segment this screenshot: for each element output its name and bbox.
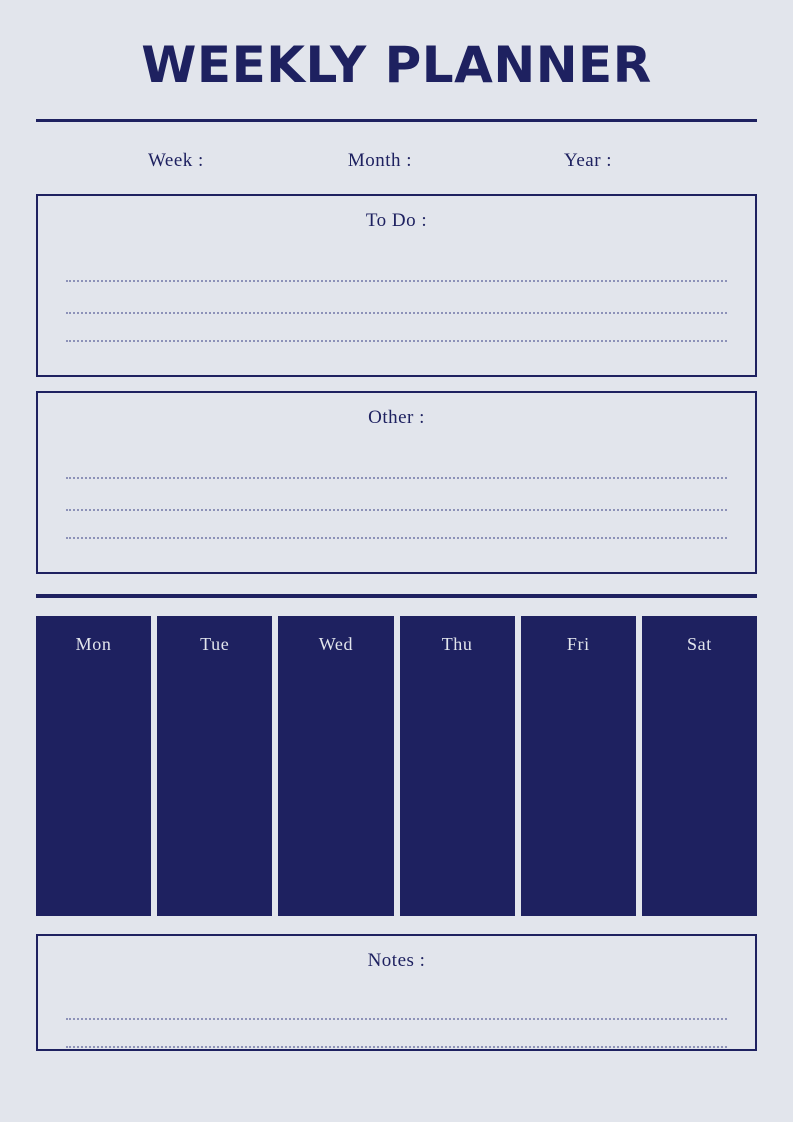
notes-write-line[interactable] (66, 988, 727, 1020)
other-section (36, 391, 757, 574)
day-column-tue[interactable]: Tue (157, 616, 272, 916)
day-column-wed[interactable]: Wed (278, 616, 393, 916)
todo-write-line[interactable] (66, 250, 727, 282)
todo-write-line[interactable] (66, 282, 727, 314)
todo-label: To Do : (365, 210, 428, 231)
todo-section (36, 194, 757, 377)
notes-section (36, 934, 757, 1051)
day-column-fri[interactable]: Fri (521, 616, 636, 916)
todo-write-line[interactable] (66, 314, 727, 342)
section-divider (36, 594, 757, 598)
title-divider (36, 119, 757, 122)
day-column-sat[interactable]: Sat (642, 616, 757, 916)
notes-label: Notes : (367, 950, 426, 971)
year-label: Year : (564, 150, 613, 171)
other-write-line[interactable] (66, 511, 727, 539)
day-column-mon[interactable]: Mon (36, 616, 151, 916)
day-columns (36, 616, 757, 916)
other-write-line[interactable] (66, 479, 727, 511)
page-title: WEEKLY PLANNER (141, 36, 652, 94)
meta-row (36, 150, 757, 172)
other-label: Other : (368, 407, 425, 428)
other-write-line[interactable] (66, 447, 727, 479)
day-column-thu[interactable]: Thu (400, 616, 515, 916)
week-label: Week : (148, 150, 204, 171)
month-label: Month : (347, 150, 413, 171)
notes-write-line[interactable] (66, 1020, 727, 1048)
